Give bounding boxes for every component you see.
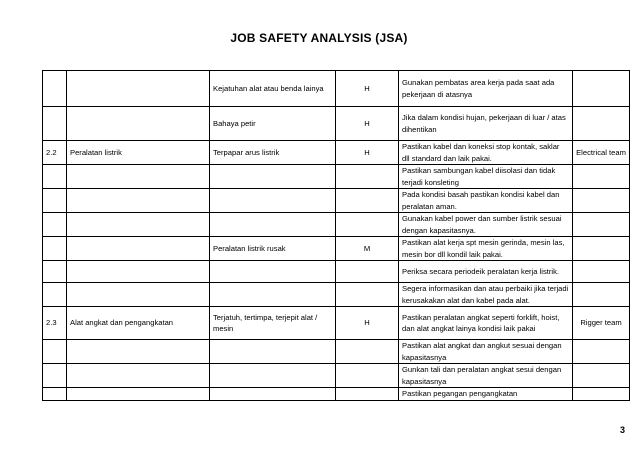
cell-risk-level: H <box>336 141 399 165</box>
cell-hazard: Bahaya petir <box>210 107 336 141</box>
table-row <box>43 71 630 107</box>
table-row <box>43 165 630 189</box>
cell-activity <box>67 237 210 261</box>
cell-control-measure: Pada kondisi basah pastikan kondisi kabel dan peralatan aman. <box>399 189 573 213</box>
cell-risk-level: H <box>336 307 399 340</box>
table-row <box>43 364 630 388</box>
cell-control-measure: Periksa secara periodeik peralatan kerja listrik. <box>399 261 573 283</box>
cell-hazard: Kejatuhan alat atau benda lainya <box>210 71 336 107</box>
cell-activity <box>67 213 210 237</box>
table-row <box>43 283 630 307</box>
cell-hazard <box>210 261 336 283</box>
cell-control-measure: Pastikan pegangan pengangkatan <box>399 388 573 401</box>
cell-responsible: Rigger team <box>573 307 630 340</box>
cell-activity <box>67 364 210 388</box>
cell-activity <box>67 261 210 283</box>
cell-number: 2.2 <box>43 141 67 165</box>
cell-responsible <box>573 364 630 388</box>
cell-risk-level: H <box>336 71 399 107</box>
cell-hazard: Peralatan listrik rusak <box>210 237 336 261</box>
jsa-table <box>42 70 630 401</box>
cell-responsible <box>573 189 630 213</box>
jsa-table-body <box>43 71 630 401</box>
table-row <box>43 340 630 364</box>
cell-activity: Alat angkat dan pengangkatan <box>67 307 210 340</box>
table-row <box>43 141 630 165</box>
cell-hazard <box>210 189 336 213</box>
cell-control-measure: Segera informasikan dan atau perbaiki jika terjadi kerusakakan alat dan kabel pada alat. <box>399 283 573 307</box>
cell-number <box>43 261 67 283</box>
cell-number <box>43 165 67 189</box>
cell-control-measure: Gunakan kabel power dan sumber listrik sesuai dengan kapasitasnya. <box>399 213 573 237</box>
cell-responsible <box>573 261 630 283</box>
cell-activity: Peralatan listrik <box>67 141 210 165</box>
cell-risk-level <box>336 388 399 401</box>
cell-number <box>43 388 67 401</box>
cell-number <box>43 364 67 388</box>
cell-number <box>43 237 67 261</box>
cell-activity <box>67 283 210 307</box>
cell-risk-level <box>336 340 399 364</box>
page-number: 3 <box>619 425 625 435</box>
cell-number <box>43 213 67 237</box>
cell-hazard: Terjatuh, tertimpa, terjepit alat / mesin <box>210 307 336 340</box>
cell-control-measure: Pastikan peralatan angkat seperti forklift, hoist, dan alat angkat lainya kondisi laik pakai <box>399 307 573 340</box>
cell-number <box>43 340 67 364</box>
table-row <box>43 261 630 283</box>
table-row <box>43 307 630 340</box>
cell-responsible <box>573 340 630 364</box>
cell-responsible <box>573 165 630 189</box>
document-title: JOB SAFETY ANALYSIS (JSA) <box>230 31 408 45</box>
cell-control-measure: Pastikan kabel dan koneksi stop kontak, saklar dll standard dan laik pakai. <box>399 141 573 165</box>
cell-control-measure: Pastikan alat kerja spt mesin gerinda, mesin las, mesin bor dll kondil laik pakai. <box>399 237 573 261</box>
cell-responsible <box>573 388 630 401</box>
cell-hazard <box>210 283 336 307</box>
cell-control-measure: Pastikan alat angkat dan angkut sesuai dengan kapasitasnya <box>399 340 573 364</box>
cell-control-measure: Gunakan pembatas area kerja pada saat ada pekerjaan di atasnya <box>399 71 573 107</box>
cell-risk-level: H <box>336 107 399 141</box>
cell-activity <box>67 71 210 107</box>
cell-activity <box>67 189 210 213</box>
cell-risk-level <box>336 261 399 283</box>
cell-control-measure: Pastikan sambungan kabel diisolasi dan tidak terjadi konsleting <box>399 165 573 189</box>
table-row <box>43 189 630 213</box>
cell-number <box>43 107 67 141</box>
cell-hazard <box>210 388 336 401</box>
table-row <box>43 213 630 237</box>
cell-responsible <box>573 213 630 237</box>
cell-risk-level <box>336 165 399 189</box>
cell-control-measure: Gunkan tali dan peralatan angkat sesui dengan kapasitasnya <box>399 364 573 388</box>
cell-risk-level <box>336 189 399 213</box>
cell-risk-level <box>336 213 399 237</box>
cell-hazard <box>210 213 336 237</box>
cell-hazard <box>210 165 336 189</box>
table-row <box>43 388 630 401</box>
cell-hazard: Terpapar arus listrik <box>210 141 336 165</box>
cell-responsible <box>573 237 630 261</box>
cell-responsible <box>573 71 630 107</box>
cell-number <box>43 71 67 107</box>
cell-hazard <box>210 364 336 388</box>
cell-number <box>43 189 67 213</box>
table-row <box>43 107 630 141</box>
cell-number <box>43 283 67 307</box>
cell-activity <box>67 165 210 189</box>
cell-responsible: Electrical team <box>573 141 630 165</box>
table-row <box>43 237 630 261</box>
cell-activity <box>67 340 210 364</box>
cell-risk-level <box>336 364 399 388</box>
cell-control-measure: Jika dalam kondisi hujan, pekerjaan di luar / atas dihentikan <box>399 107 573 141</box>
cell-hazard <box>210 340 336 364</box>
cell-activity <box>67 388 210 401</box>
cell-activity <box>67 107 210 141</box>
cell-risk-level <box>336 283 399 307</box>
cell-risk-level: M <box>336 237 399 261</box>
cell-responsible <box>573 107 630 141</box>
cell-responsible <box>573 283 630 307</box>
cell-number: 2.3 <box>43 307 67 340</box>
